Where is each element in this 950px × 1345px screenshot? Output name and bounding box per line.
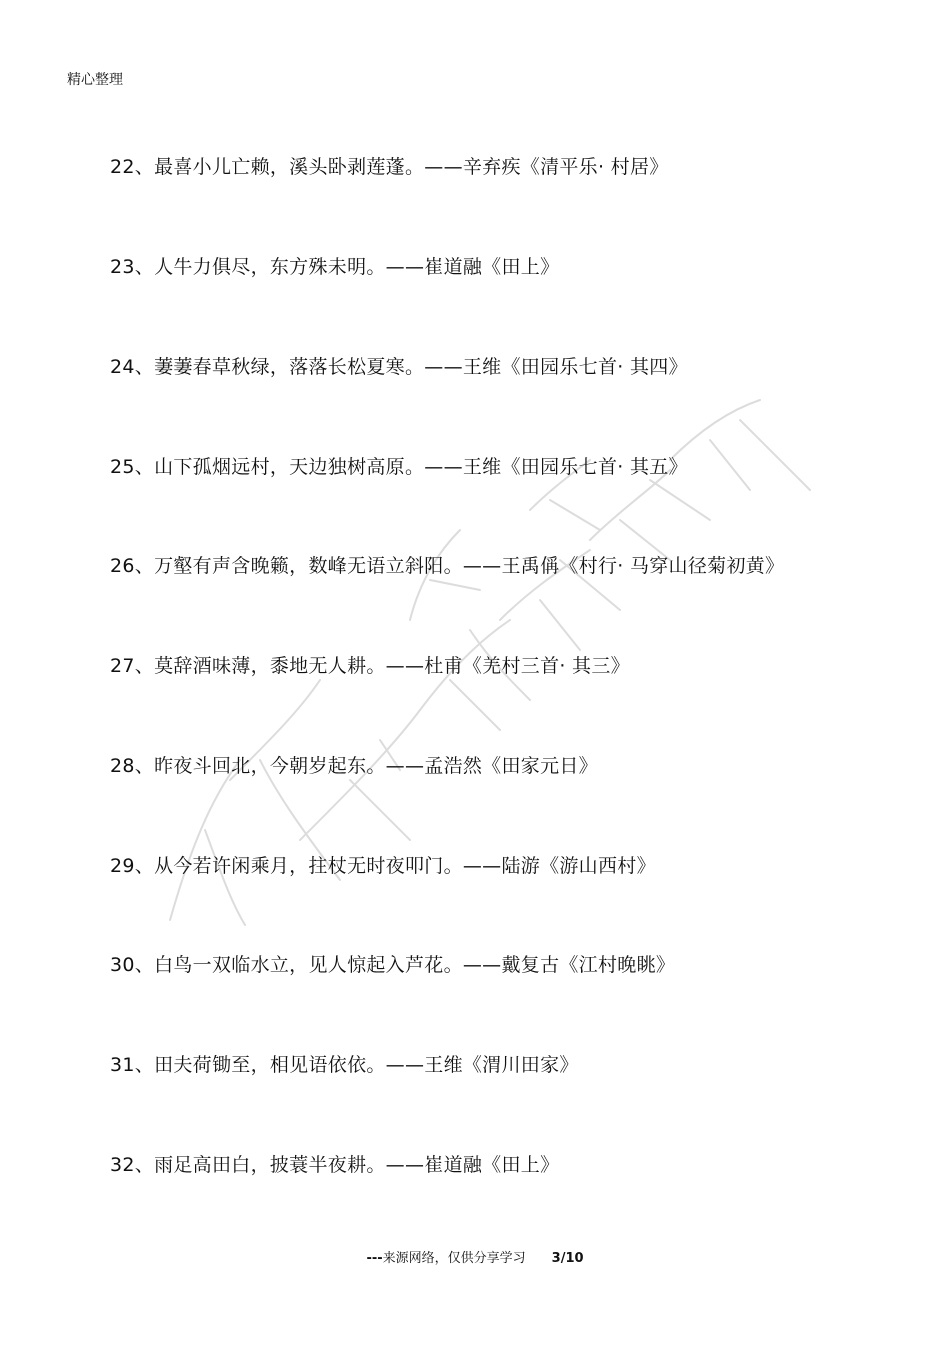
- poem-line-22: 22、最喜小儿亡赖，溪头卧剥莲蓬。——辛弃疾《清平乐· 村居》: [110, 156, 669, 178]
- poem-line-26: 26、万壑有声含晚籁，数峰无语立斜阳。——王禹偁《村行· 马穿山径菊初黄》: [110, 555, 785, 577]
- poem-line-24: 24、萋萋春草秋绿，落落长松夏寒。——王维《田园乐七首· 其四》: [110, 356, 688, 378]
- footer-dashes: ---: [366, 1251, 383, 1266]
- poem-line-25: 25、山下孤烟远村，天边独树高原。——王维《田园乐七首· 其五》: [110, 456, 688, 478]
- page-number: 3/10: [551, 1251, 584, 1266]
- poem-line-27: 27、莫辞酒味薄，黍地无人耕。——杜甫《羌村三首· 其三》: [110, 655, 630, 677]
- page-footer: [0, 1250, 950, 1268]
- poem-line-31: 31、田夫荷锄至，相见语依依。——王维《渭川田家》: [110, 1054, 579, 1076]
- poem-line-28: 28、昨夜斗回北，今朝岁起东。——孟浩然《田家元日》: [110, 755, 598, 777]
- poem-line-23: 23、人牛力俱尽，东方殊未明。——崔道融《田上》: [110, 256, 560, 278]
- poem-line-29: 29、从今若许闲乘月，拄杖无时夜叩门。——陆游《游山西村》: [110, 855, 656, 877]
- poem-line-32: 32、雨足高田白，披蓑半夜耕。——崔道融《田上》: [110, 1154, 560, 1176]
- poem-line-30: 30、白鸟一双临水立，见人惊起入芦花。——戴复古《江村晚眺》: [110, 954, 676, 976]
- page-header: 精心整理: [67, 72, 123, 88]
- footer-source-note: 来源网络，仅供分享学习: [382, 1251, 526, 1266]
